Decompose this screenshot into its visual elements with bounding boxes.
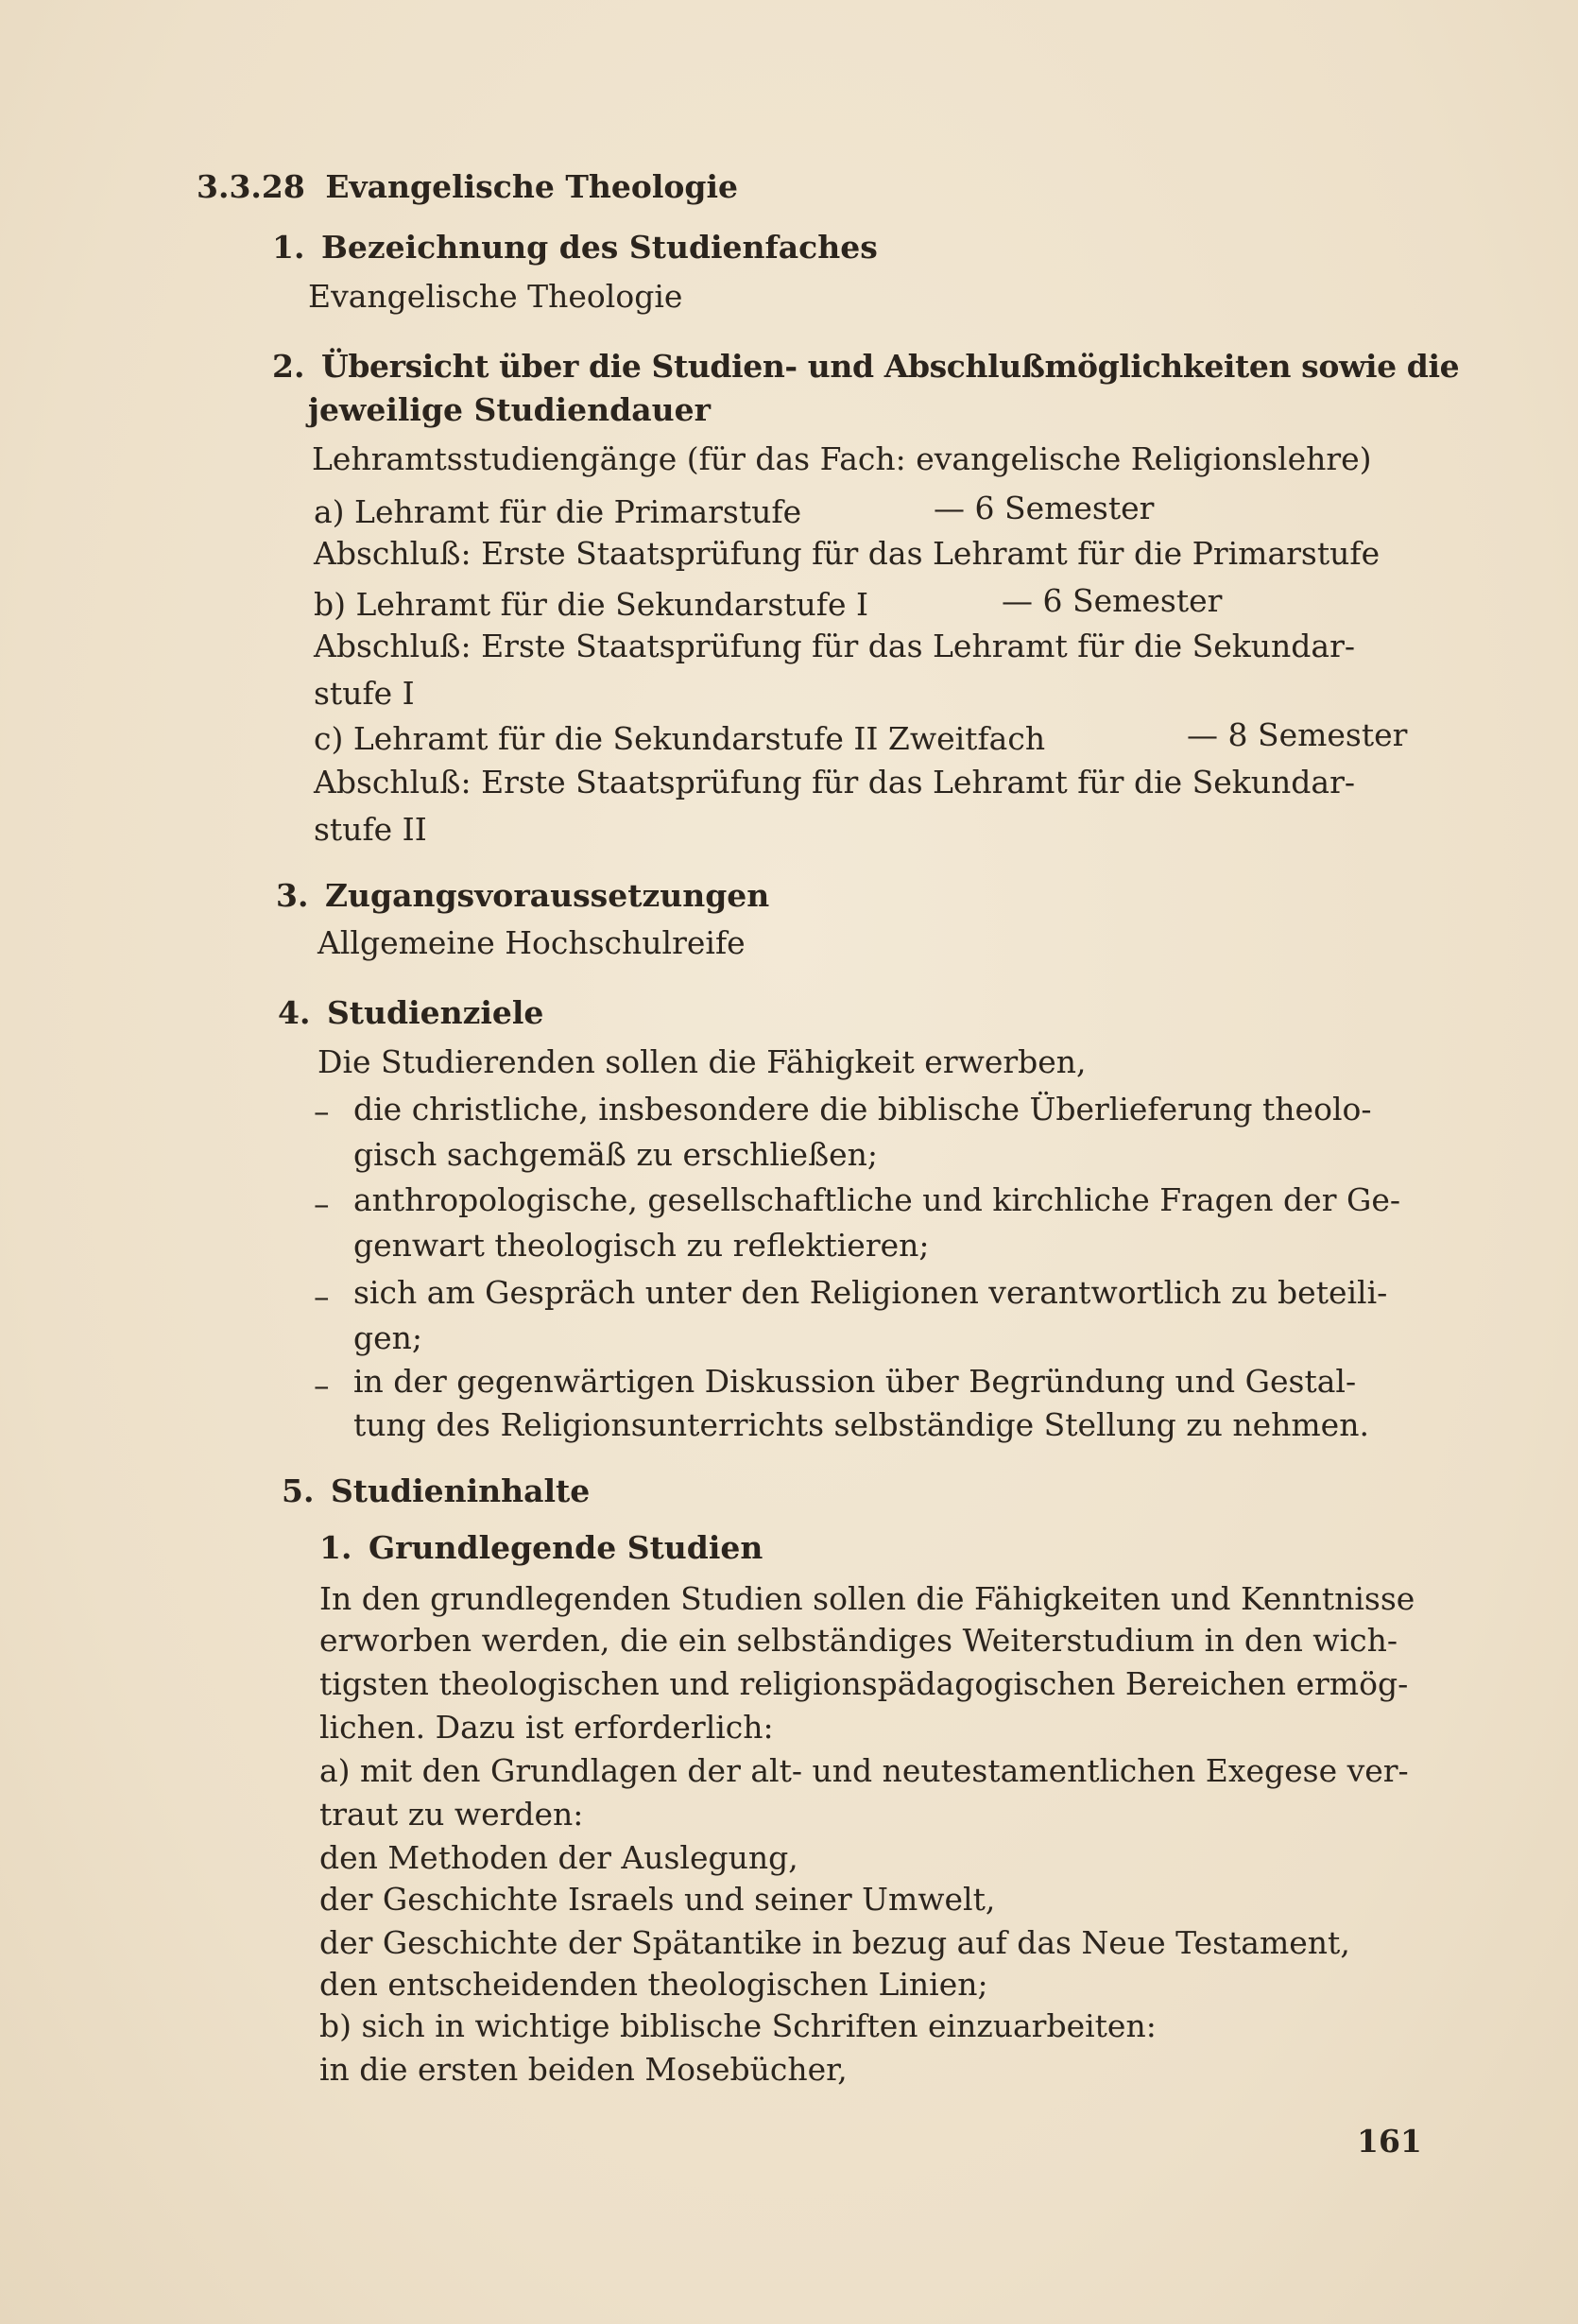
item-2-title-line-1: Übersicht über die Studien- und Abschlußmöglichkeiten sowie die <box>320 348 1460 385</box>
item-2-intro: Lehramtsstudiengänge (für das Fach: evangelische Religionslehre) <box>312 440 1372 477</box>
content-line: der Geschichte Israels und seiner Umwelt, <box>319 1881 996 1918</box>
item-1-number: 1. <box>272 229 305 266</box>
option-b-abschluss-line-1: Abschluß: Erste Staatsprüfung für das Lehramt für die Sekundar- <box>314 628 1356 664</box>
page-number: 161 <box>1357 2123 1422 2160</box>
content-line: a) mit den Grundlagen der alt- und neutestamentlichen Exegese ver- <box>319 1752 1409 1789</box>
item-3-text: Allgemeine Hochschulreife <box>317 924 746 961</box>
content-line: den Methoden der Auslegung, <box>319 1839 798 1876</box>
item-5-heading <box>282 1472 590 1510</box>
item-3-title: Zugangsvoraussetzungen <box>324 877 770 914</box>
item-4-number: 4. <box>278 994 311 1031</box>
content-line: lichen. Dazu ist erforderlich: <box>319 1709 774 1746</box>
content-line: in die ersten beiden Mosebücher, <box>319 2051 848 2088</box>
bullet-3-dash: – <box>314 1278 330 1315</box>
item-1-text: Evangelische Theologie <box>308 278 683 315</box>
content-line: b) sich in wichtige biblische Schriften einzuarbeiten: <box>319 2007 1157 2044</box>
item-4-intro: Die Studierenden sollen die Fähigkeit erwerben, <box>317 1043 1087 1080</box>
option-c-abschluss-line-2: stufe II <box>314 811 427 848</box>
option-c-semesters: — 8 Semester <box>1187 716 1408 753</box>
bullet-4-line-1: in der gegenwärtigen Diskussion über Begründung und Gestal- <box>353 1363 1357 1400</box>
bullet-2-line-2: genwart theologisch zu reflektieren; <box>353 1227 930 1264</box>
item-4-heading <box>278 994 543 1032</box>
bullet-2-dash: – <box>314 1185 330 1222</box>
item-1-title: Bezeichnung des Studienfaches <box>320 229 878 266</box>
section-number: 3.3.28 <box>197 168 305 205</box>
item-3-heading <box>276 877 769 915</box>
bullet-2-line-1: anthropologische, gesellschaftliche und kirchliche Fragen der Ge- <box>353 1181 1401 1218</box>
subsection-heading <box>319 1529 763 1567</box>
item-2-heading <box>272 348 1459 386</box>
option-a-abschluss: Abschluß: Erste Staatsprüfung für das Lehramt für die Primarstufe <box>314 535 1381 572</box>
item-3-number: 3. <box>276 877 309 914</box>
content-line: tigsten theologischen und religionspädagogischen Bereichen ermög- <box>319 1665 1409 1702</box>
item-2-title-line-2: jeweilige Studiendauer <box>308 391 712 428</box>
option-b-semesters: — 6 Semester <box>1002 582 1223 619</box>
bullet-4-dash: – <box>314 1367 330 1403</box>
option-b-label: b) Lehramt für die Sekundarstufe I <box>314 586 869 623</box>
bullet-1-line-2: gisch sachgemäß zu erschließen; <box>353 1136 879 1173</box>
option-a-semesters: — 6 Semester <box>934 490 1155 526</box>
bullet-1-dash: – <box>314 1093 330 1129</box>
option-a-label: a) Lehramt für die Primarstufe <box>314 493 802 530</box>
option-b-abschluss-line-2: stufe I <box>314 675 415 712</box>
item-5-title: Studieninhalte <box>330 1472 591 1509</box>
item-5-number: 5. <box>282 1472 315 1509</box>
content-line: der Geschichte der Spätantike in bezug auf das Neue Testament, <box>319 1924 1350 1961</box>
bullet-4-line-2: tung des Religionsunterrichts selbständige Stellung zu nehmen. <box>353 1406 1369 1443</box>
content-line: den entscheidenden theologischen Linien; <box>319 1966 988 2003</box>
bullet-1-line-1: die christliche, insbesondere die biblische Überlieferung theolo- <box>353 1091 1372 1128</box>
subsection-title: Grundlegende Studien <box>368 1529 763 1566</box>
item-1-heading <box>272 229 878 267</box>
section-heading <box>197 168 738 206</box>
content-line: erworben werden, die ein selbständiges Weiterstudium in den wich- <box>319 1622 1398 1659</box>
bullet-3-line-1: sich am Gespräch unter den Religionen verantwortlich zu beteili- <box>353 1274 1388 1311</box>
subsection-number: 1. <box>319 1529 352 1566</box>
content-line: In den grundlegenden Studien sollen die Fähigkeiten und Kenntnisse <box>319 1580 1415 1617</box>
option-c-abschluss-line-1: Abschluß: Erste Staatsprüfung für das Lehramt für die Sekundar- <box>314 764 1356 800</box>
item-4-title: Studienziele <box>326 994 544 1031</box>
section-title: Evangelische Theologie <box>325 168 739 205</box>
bullet-3-line-2: gen; <box>353 1319 423 1356</box>
content-line: traut zu werden: <box>319 1796 584 1833</box>
option-c-label: c) Lehramt für die Sekundarstufe II Zweitfach <box>314 720 1046 757</box>
item-2-number: 2. <box>272 348 305 385</box>
